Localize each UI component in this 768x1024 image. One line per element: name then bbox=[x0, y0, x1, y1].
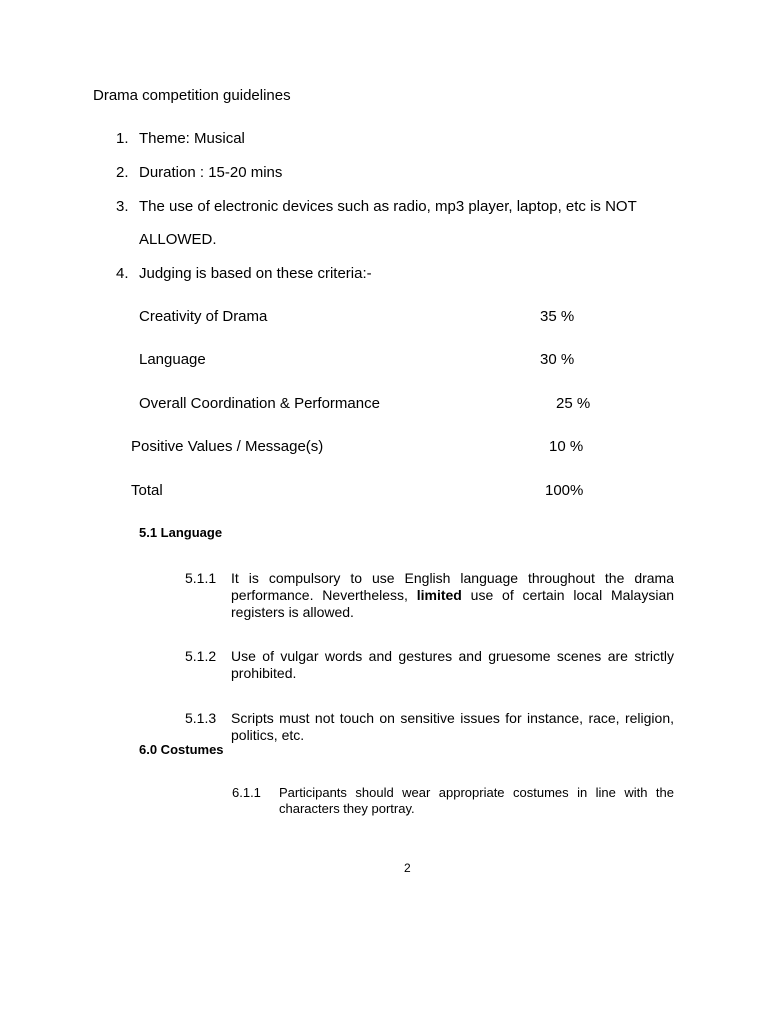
clause-text: Use of vulgar words and gestures and gruesome scenes are strictly prohibited. bbox=[231, 648, 674, 681]
list-item-judging: Judging is based on these criteria:- bbox=[139, 265, 372, 282]
clause-text-emphasis: limited bbox=[416, 587, 462, 603]
criteria-total-value: 100% bbox=[545, 482, 584, 499]
criteria-total-label: Total bbox=[131, 482, 163, 499]
clause-text: Scripts must not touch on sensitive issues for instance, race, religion, politics, etc. bbox=[231, 710, 674, 743]
section-heading-language: 5.1 Language bbox=[139, 525, 223, 540]
criteria-value: 10 % bbox=[549, 438, 584, 455]
list-item-number: 3. bbox=[116, 198, 129, 215]
criteria-label: Positive Values / Message(s) bbox=[131, 438, 324, 455]
clause-number: 5.1.2 bbox=[185, 648, 217, 664]
clause-text-part: It is compulsory to use English language throughout the drama performance. Nevertheless, bbox=[231, 570, 674, 603]
list-item-number: 2. bbox=[116, 164, 129, 181]
criteria-value: 35 % bbox=[540, 308, 575, 325]
document-title: Drama competition guidelines bbox=[93, 87, 291, 104]
clause-number: 5.1.1 bbox=[185, 570, 217, 586]
clause-number: 5.1.3 bbox=[185, 710, 217, 726]
list-item-duration: Duration : 15-20 mins bbox=[139, 164, 283, 181]
page-number: 2 bbox=[404, 861, 411, 875]
section-heading-costumes: 6.0 Costumes bbox=[139, 742, 224, 757]
clause-text: Participants should wear appropriate costumes in line with the characters they portray. bbox=[279, 785, 674, 816]
list-item-theme: Theme: Musical bbox=[139, 130, 245, 147]
criteria-value: 30 % bbox=[540, 351, 575, 368]
list-item-electronic-devices: The use of electronic devices such as radio, mp3 player, laptop, etc is NOT bbox=[139, 198, 637, 215]
criteria-label: Creativity of Drama bbox=[139, 308, 268, 325]
criteria-label: Language bbox=[139, 351, 206, 368]
clause-text-part: use of certain local Malaysian registers is allowed. bbox=[231, 587, 675, 620]
clause-text bbox=[231, 570, 674, 621]
list-item-number: 1. bbox=[116, 130, 129, 147]
criteria-label: Overall Coordination & Performance bbox=[139, 395, 380, 412]
clause-number: 6.1.1 bbox=[232, 785, 261, 800]
list-item-electronic-devices-continued: ALLOWED. bbox=[139, 231, 217, 248]
criteria-value: 25 % bbox=[556, 395, 591, 412]
list-item-number: 4. bbox=[116, 265, 129, 282]
